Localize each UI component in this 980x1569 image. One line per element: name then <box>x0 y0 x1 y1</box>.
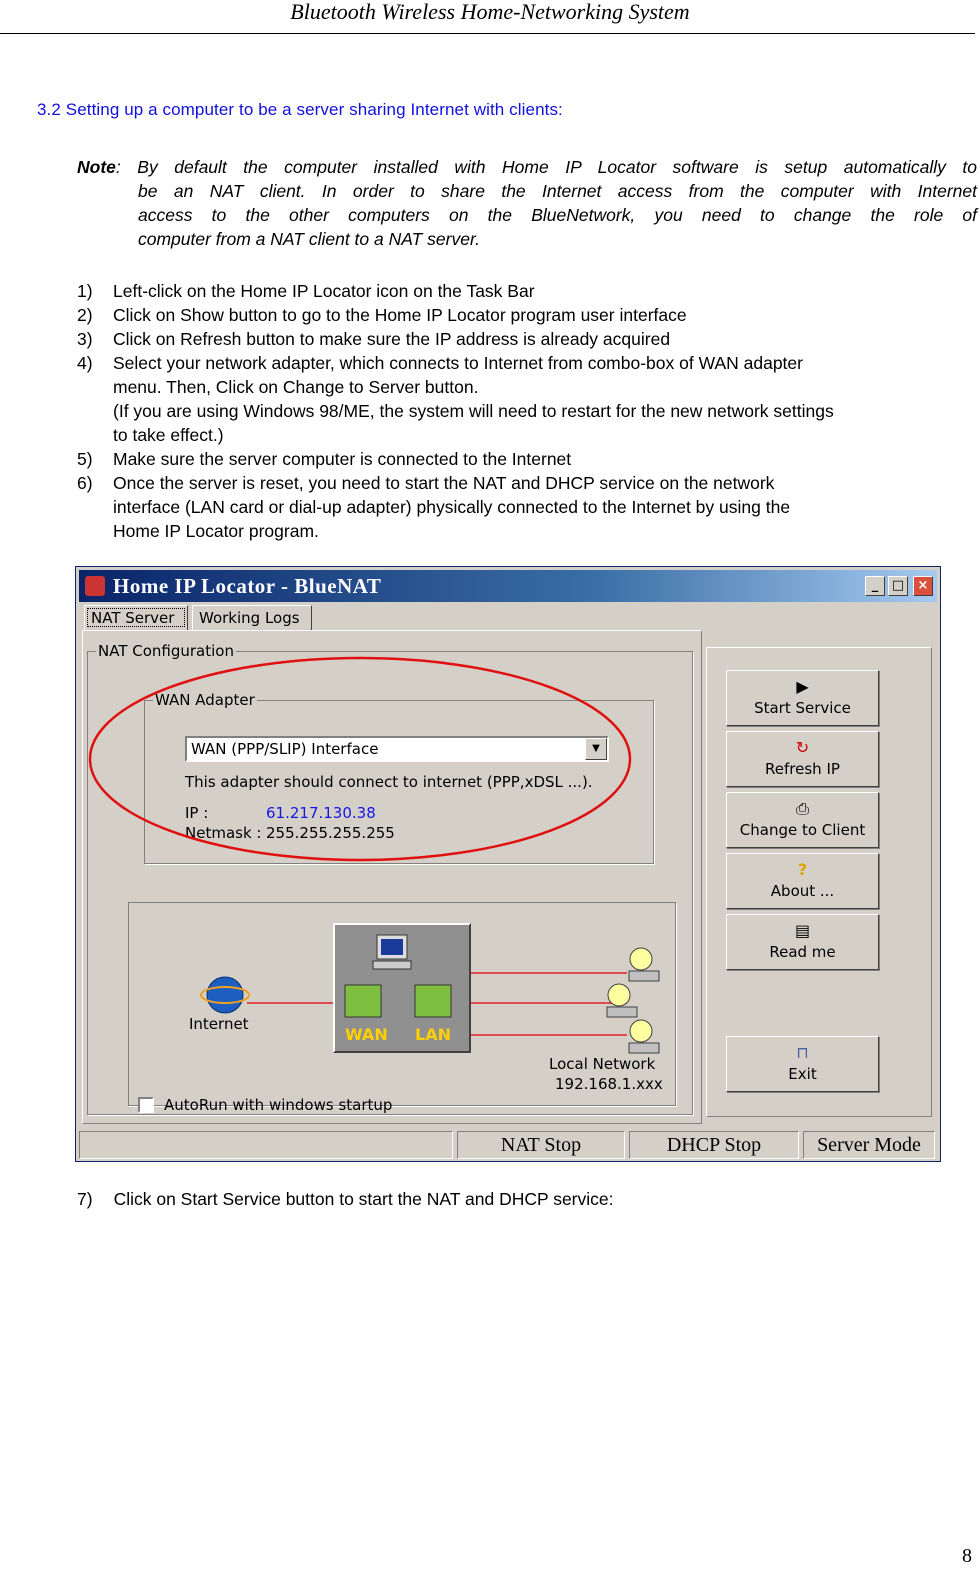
play-icon: ▶ <box>796 677 809 696</box>
steps-list <box>77 279 977 543</box>
about-button[interactable]: ? About ... <box>726 853 879 909</box>
app-icon <box>85 576 105 596</box>
refresh-ip-button[interactable]: ↻ Refresh IP <box>726 731 879 787</box>
status-dhcp: DHCP Stop <box>629 1131 799 1159</box>
minimize-button[interactable]: _ <box>865 576 885 596</box>
document-icon: ▤ <box>794 921 811 940</box>
wan-adapter-label: WAN Adapter <box>155 691 255 709</box>
tab-nat-server[interactable]: NAT Server <box>84 605 188 630</box>
exit-button[interactable]: ⊓ Exit <box>726 1036 879 1092</box>
question-icon: ? <box>797 860 808 879</box>
section-title: 3.2 Setting up a computer to be a server sharing Internet with clients: <box>37 100 563 119</box>
network-diagram <box>128 902 676 1106</box>
chevron-down-icon[interactable]: ▼ <box>585 738 607 760</box>
netmask-value: 255.255.255.255 <box>266 824 395 842</box>
list-item: 3) Click on Refresh button to make sure the IP address is already acquired <box>77 329 671 349</box>
close-button[interactable]: × <box>913 576 933 596</box>
list-item: 6) Once the server is reset, you need to start the NAT and DHCP service on the network interface (LAN card or dial-up adapter) physically connected to the Internet by using the Home IP Locator program. <box>77 473 791 541</box>
note-line: Note: By default the computer installed with Home IP Locator software is setup automatically to <box>77 157 977 177</box>
note-label: Note <box>77 157 116 177</box>
note-paragraph <box>77 155 977 251</box>
ip-label: IP : <box>185 804 209 822</box>
printer-icon: ⎙ <box>796 799 809 818</box>
app-window <box>75 566 941 1162</box>
action-panel <box>706 647 932 1117</box>
internet-label: Internet <box>189 1015 249 1033</box>
wan-adapter-group <box>144 691 654 864</box>
nat-configuration-group <box>87 642 693 1115</box>
netmask-label: Netmask : <box>185 824 262 842</box>
maximize-button[interactable]: □ <box>888 576 908 596</box>
lan-label: LAN <box>415 1025 451 1044</box>
page-number: 8 <box>962 1545 972 1567</box>
autorun-label: AutoRun with windows startup <box>164 1096 393 1114</box>
start-service-button[interactable]: ▶ Start Service <box>726 670 879 726</box>
list-item: 1) Left-click on the Home IP Locator icon on the Task Bar <box>77 281 535 301</box>
tab-working-logs[interactable]: Working Logs <box>192 605 312 630</box>
local-network-label: Local Network <box>549 1055 656 1073</box>
nat-server-panel <box>82 630 702 1124</box>
status-mode: Server Mode <box>803 1131 935 1159</box>
refresh-icon: ↻ <box>795 738 810 757</box>
nat-configuration-label: NAT Configuration <box>98 642 234 660</box>
window-title: Home IP Locator - BlueNAT <box>113 574 382 598</box>
header-rule <box>0 33 975 34</box>
status-pane-empty <box>79 1131 453 1159</box>
status-bar <box>79 1131 937 1159</box>
page-header: Bluetooth Wireless Home-Networking System <box>290 0 690 24</box>
change-to-client-button[interactable]: ⎙ Change to Client <box>726 792 879 848</box>
note-line: be an NAT client. In order to share the Internet access from the computer with Internet <box>138 181 977 201</box>
status-nat: NAT Stop <box>457 1131 625 1159</box>
nat-hub <box>333 923 471 1053</box>
adapter-hint: This adapter should connect to internet (PPP,xDSL ...). <box>185 773 593 791</box>
wan-label: WAN <box>345 1025 388 1044</box>
wan-adapter-select[interactable]: WAN (PPP/SLIP) Interface ▼ <box>185 736 609 762</box>
local-network-range: 192.168.1.xxx <box>555 1075 663 1093</box>
note-line: access to the other computers on the BlueNetwork, you need to change the role of <box>138 205 977 225</box>
list-item: 2) Click on Show button to go to the Home IP Locator program user interface <box>77 305 687 325</box>
list-item: 7) Click on Start Service button to start the NAT and DHCP service: <box>77 1189 614 1209</box>
read-me-button[interactable]: ▤ Read me <box>726 914 879 970</box>
ip-value: 61.217.130.38 <box>266 804 376 822</box>
note-line: computer from a NAT client to a NAT server. <box>138 229 480 249</box>
list-item: 5) Make sure the server computer is connected to the Internet <box>77 449 572 469</box>
exit-icon: ⊓ <box>796 1043 809 1062</box>
window-titlebar[interactable] <box>79 570 937 602</box>
autorun-checkbox[interactable] <box>138 1097 154 1113</box>
list-item: 4) Select your network adapter, which connects to Internet from combo-box of WAN adapter menu. Then, Click on Change to Server button. (If you are using Windows 98/ME, the system will need to restart for the new network settings to take effect.) <box>77 353 834 445</box>
